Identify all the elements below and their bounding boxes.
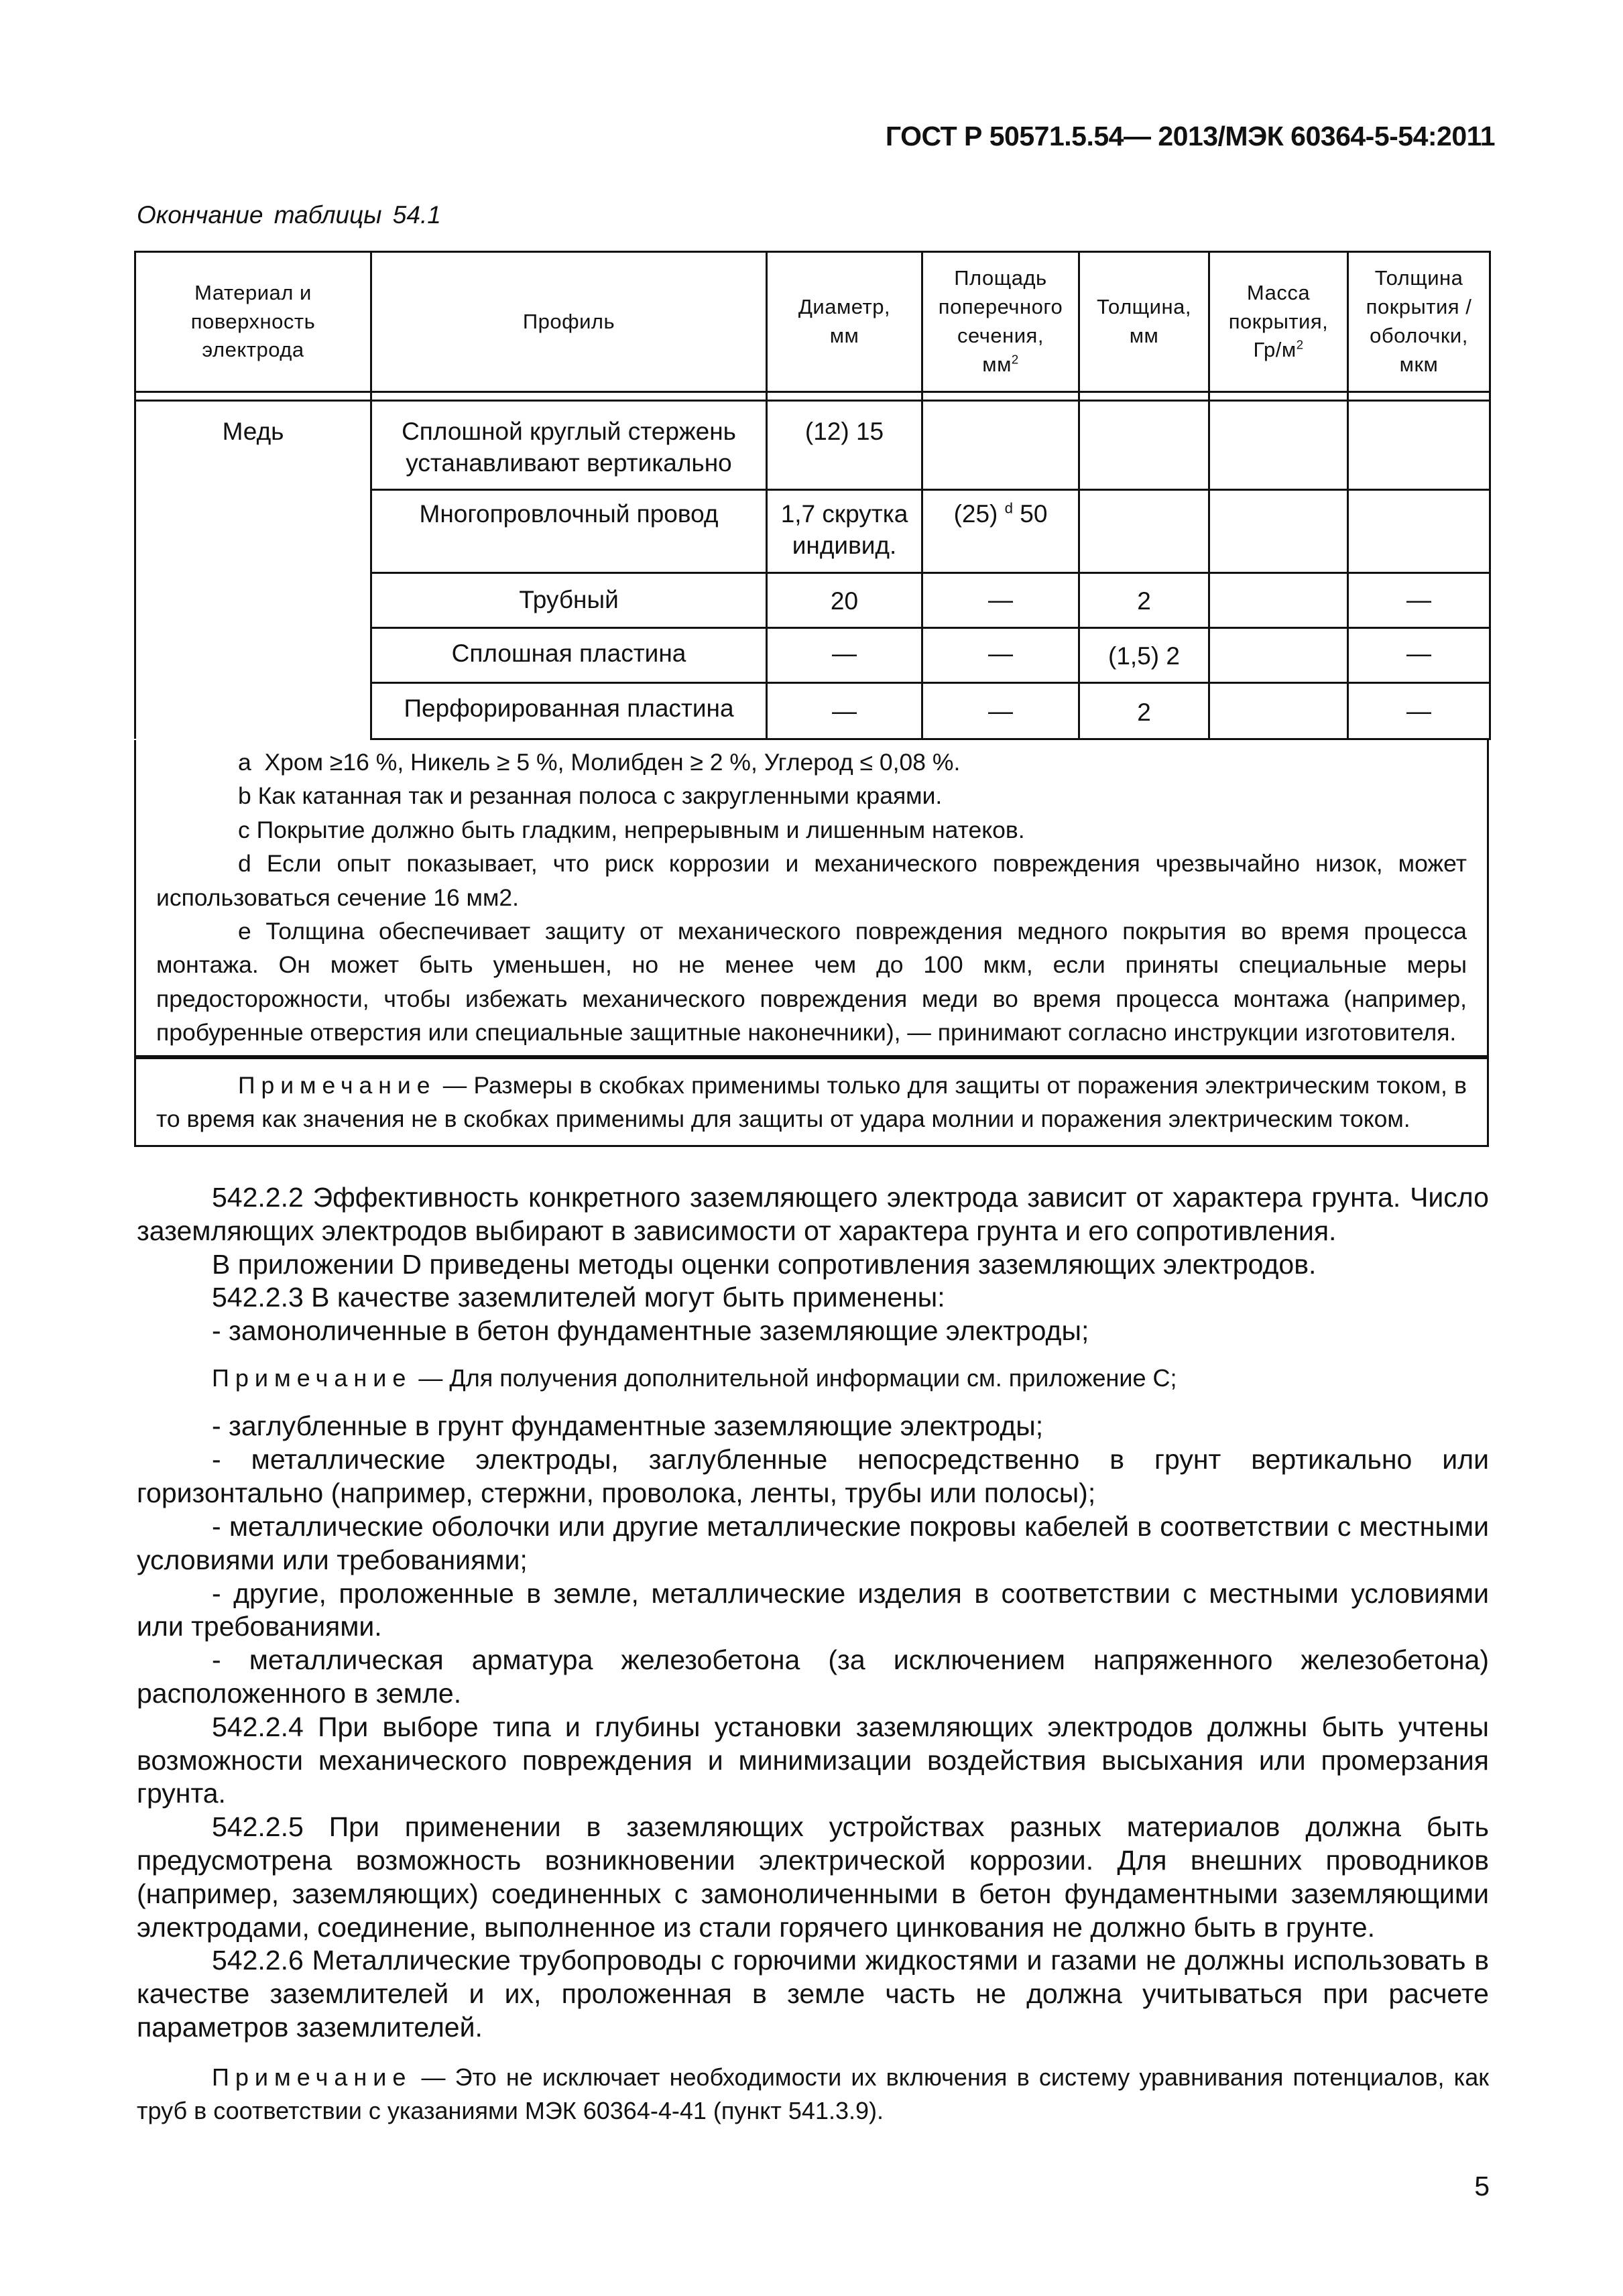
paragraph: 542.2.4 При выборе типа и глубины установки заземляющих электродов должны быть учтены возможности механического повреждения и минимизации воздействия высыхания или промерзания грунта.	[137, 1711, 1489, 1809]
diameter-cell: 20	[767, 572, 922, 627]
footnote-a: a Хром ≥16 %, Никель ≥ 5 %, Молибден ≥ 2 %, Углерод ≤ 0,08 %.	[238, 748, 961, 776]
profile-cell: Многопровлочный провод	[371, 489, 767, 572]
table-row	[135, 401, 1490, 490]
col-header-thickness: Толщина, мм	[1079, 252, 1209, 392]
thickness-cell: (1,5) 2	[1079, 627, 1209, 682]
paragraph: 542.2.2 Эффективность конкретного заземляющего электрода зависит от характера грунта. Число заземляющих электродов выбирают в зависимости от характера грунта и его сопротивления.	[137, 1182, 1489, 1246]
col-header-mass: Масса покрытия, $Гр/м^2$	[1209, 252, 1348, 392]
profile-cell: Трубный	[371, 572, 767, 627]
thickness-cell	[1079, 401, 1209, 490]
paragraph: 542.2.6 Металлические трубопроводы с горючими жидкостями и газами не должны использовать в качестве заземлителей и их, проложенная в земле часть не должна учитываться при расчете параметров заземлителей.	[137, 1945, 1489, 2043]
mass-cell	[1209, 682, 1348, 739]
coating-cell: —	[1348, 572, 1490, 627]
list-item: - металлические оболочки или другие металлические покровы кабелей в соответствии с местными условиями или требованиями;	[137, 1510, 1489, 1575]
col-header-diameter: Диаметр, мм	[767, 252, 922, 392]
footnote-e: e Толщина обеспечивает защиту от механического повреждения медного покрытия во время процесса монтажа. Он может быть уменьшен, но не менее чем до 100 мкм, если приняты специальные меры предосторожности, чтобы избежать механического повреждения меди во время процесса монтажа (например, пробуренные отверстия или специальные защитные наконечники), — принимают согласно инструкции изготовителя.	[156, 917, 1467, 1046]
list-item: - заглубленные в грунт фундаментные заземляющие электроды;	[212, 1410, 1044, 1442]
footnote-d: d Если опыт показывает, что риск коррозии и механического повреждения чрезвычайно низок, может использоваться сечение 16 мм2.	[156, 850, 1467, 911]
list-item: - металлическая арматура железобетона (за исключением напряженного железобетона) расположенного в земле.	[137, 1644, 1489, 1709]
coating-cell	[1348, 489, 1490, 572]
table-footnotes	[134, 740, 1489, 1057]
mass-cell	[1209, 627, 1348, 682]
thickness-cell: 2	[1079, 572, 1209, 627]
profile-cell: Перфорированная пластина	[371, 682, 767, 739]
profile-cell: Сплошная пластина	[371, 627, 767, 682]
table-caption: Окончание таблицы 54.1	[137, 201, 441, 229]
document-header: ГОСТ Р 50571.5.54— 2013/МЭК 60364-5-54:2011	[885, 121, 1495, 152]
area-cell: (25) $^d$ 50	[922, 489, 1079, 572]
col-header-coating: Толщина покрытия / оболочки, мкм	[1348, 252, 1490, 392]
thickness-cell	[1079, 489, 1209, 572]
note: Примечание — Это не исключает необходимости их включения в систему уравнивания потенциалов, как труб в соответствии с указаниями МЭК 60364-4-41 (пункт 541.3.9).	[137, 2063, 1489, 2125]
mass-cell	[1209, 572, 1348, 627]
page-number: 5	[1474, 2171, 1490, 2201]
mass-cell	[1209, 401, 1348, 490]
col-header-material: Материал и поверхность электрода	[135, 252, 371, 392]
diameter-cell: —	[767, 627, 922, 682]
col-header-profile: Профиль	[371, 252, 767, 392]
footnote-c: c Покрытие должно быть гладким, непрерывным и лишенным натеков.	[238, 816, 1025, 843]
material-cell: Медь	[135, 401, 371, 739]
area-cell	[922, 401, 1079, 490]
table-54-1	[134, 251, 1489, 1147]
area-cell: —	[922, 572, 1079, 627]
footnote-b: b Как катанная так и резанная полоса с закругленными краями.	[238, 782, 943, 810]
paragraph: 542.2.5 При применении в заземляющих устройствах разных материалов должна быть предусмотрена возможность возникновении электрической коррозии. Для внешних проводников (например, заземляющих) соединенных с замоноличенными в бетон фундаментными заземляющими электродами, соединение, выполненное из стали горячего цинкования не должно быть в грунте.	[137, 1811, 1489, 1943]
table-header-row	[135, 252, 1490, 392]
col-header-area: Площадь поперечного сечения, $мм^2$	[922, 252, 1079, 392]
mass-cell	[1209, 489, 1348, 572]
list-item: - другие, проложенные в земле, металлические изделия в соответствии с местными условиями или требованиями.	[137, 1577, 1489, 1642]
note: Примечание — Для получения дополнительной информации см. приложение С;	[212, 1364, 1177, 1392]
coating-cell: —	[1348, 627, 1490, 682]
list-item: - металлические электроды, заглубленные непосредственно в грунт вертикально или горизонтально (например, стержни, проволока, ленты, трубы или полосы);	[137, 1444, 1489, 1509]
thickness-cell: 2	[1079, 682, 1209, 739]
coating-cell: —	[1348, 682, 1490, 739]
area-cell: —	[922, 682, 1079, 739]
diameter-cell: 1,7 скрутка индивид.	[767, 489, 922, 572]
list-item: - замоноличенные в бетон фундаментные заземляющие электроды;	[212, 1315, 1089, 1347]
diameter-cell: (12) 15	[767, 401, 922, 490]
profile-cell: Сплошной круглый стержень устанавливают вертикально	[371, 401, 767, 490]
body-text	[137, 1181, 1489, 2128]
table-note: Примечание — Размеры в скобках применимы только для защиты от поражения электрическим током, в то время как значения не в скобках применимы для защиты от удара молнии и поражения электрическим током.	[134, 1057, 1489, 1148]
area-cell: —	[922, 627, 1079, 682]
coating-cell	[1348, 401, 1490, 490]
diameter-cell: —	[767, 682, 922, 739]
paragraph: В приложении D приведены методы оценки сопротивления заземляющих электродов.	[212, 1248, 1317, 1280]
paragraph: 542.2.3 В качестве заземлителей могут быть применены:	[212, 1282, 945, 1313]
